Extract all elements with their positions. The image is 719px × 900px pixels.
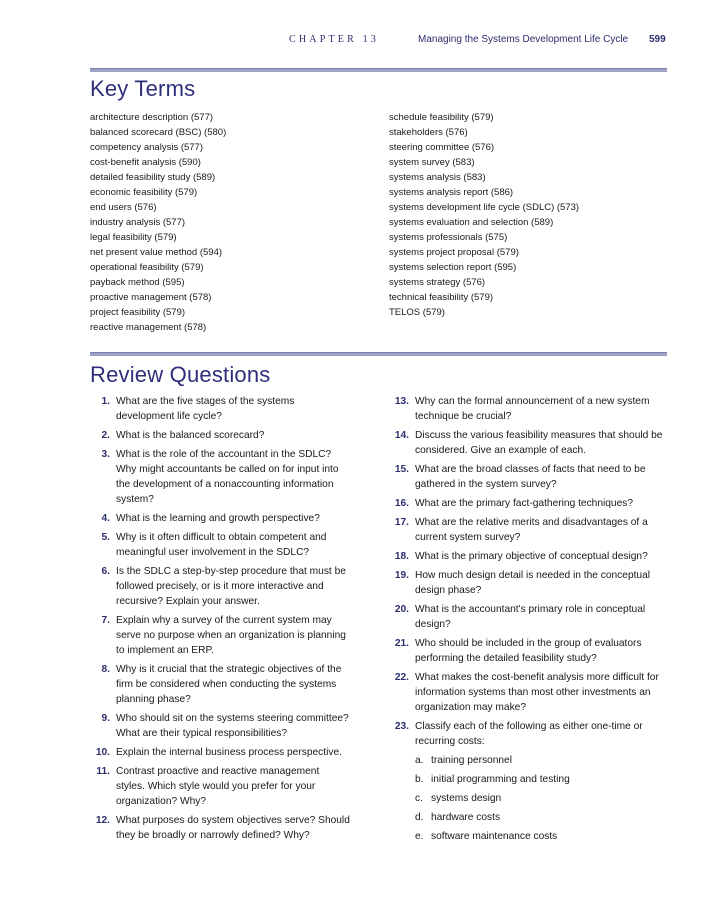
sub-item-text: systems design [431, 793, 502, 804]
key-term: reactive management (578) [90, 322, 207, 333]
sub-item [415, 829, 667, 844]
key-term: project feasibility (579) [90, 307, 186, 318]
question-text: What are the five stages of the systems development life cycle? [116, 396, 295, 422]
key-term: end users (576) [90, 202, 157, 213]
question-number: 3. [101, 449, 110, 460]
question-number: 18. [394, 551, 409, 562]
question-text: How much design detail is needed in the conceptual design phase? [415, 570, 651, 596]
section-rule [90, 68, 667, 72]
question-number: 8. [101, 664, 110, 675]
question-number: 17. [394, 517, 409, 528]
question-number: 16. [394, 498, 409, 509]
key-term: proactive management (578) [90, 292, 212, 303]
question-number: 7. [101, 615, 110, 626]
sub-item-label: c. [415, 793, 423, 804]
question-item [389, 602, 667, 632]
question-number: 1. [101, 396, 110, 407]
question-item [389, 568, 667, 598]
question-text: Classify each of the following as either one-time or recurring costs: [415, 721, 643, 747]
question-item [389, 496, 667, 511]
question-item [389, 462, 667, 492]
question-number: 13. [394, 396, 409, 407]
question-number: 14. [394, 430, 409, 441]
key-term: detailed feasibility study (589) [90, 172, 216, 183]
question-number: 12. [95, 815, 110, 826]
key-term: systems strategy (576) [389, 277, 486, 288]
question-text: What is the balanced scorecard? [116, 430, 265, 441]
key-term: systems evaluation and selection (589) [389, 217, 554, 228]
question-text: What are the relative merits and disadvantages of a current system survey? [415, 517, 648, 543]
question-item [389, 515, 667, 545]
key-term: competency analysis (577) [90, 142, 203, 153]
question-item [90, 813, 350, 843]
question-number: 6. [101, 566, 110, 577]
question-text: Explain why a survey of the current system may serve no purpose when an organization is planning to implement an ERP. [116, 615, 346, 656]
key-term: operational feasibility (579) [90, 262, 204, 273]
question-number: 15. [394, 464, 409, 475]
question-number: 9. [101, 713, 110, 724]
question-item [90, 711, 350, 741]
question-item [90, 613, 350, 658]
question-text: Explain the internal business process perspective. [116, 747, 342, 758]
question-text: Contrast proactive and reactive management styles. Which style would you prefer for your organization? Why? [116, 766, 320, 807]
question-item [389, 670, 667, 715]
question-number: 20. [394, 604, 409, 615]
question-text: What is the accountant's primary role in conceptual design? [415, 604, 646, 630]
key-term: systems project proposal (579) [389, 247, 519, 258]
question-item [90, 662, 350, 707]
question-text: Who should be included in the group of evaluators performing the detailed feasibility study? [415, 638, 642, 664]
question-text: What are the primary fact-gathering techniques? [415, 498, 634, 509]
key-term: technical feasibility (579) [389, 292, 494, 303]
key-term: cost-benefit analysis (590) [90, 157, 201, 168]
question-item [90, 394, 350, 424]
key-term: industry analysis (577) [90, 217, 186, 228]
question-text: Discuss the various feasibility measures that should be considered. Give an example of each. [415, 430, 663, 456]
key-term: balanced scorecard (BSC) (580) [90, 127, 227, 138]
question-item [389, 428, 667, 458]
key-terms-heading: Key Terms [90, 76, 196, 101]
sub-item-text: software maintenance costs [431, 831, 558, 842]
question-item [90, 745, 350, 760]
sub-item-label: d. [415, 812, 424, 823]
question-text: What is the learning and growth perspective? [116, 513, 320, 524]
question-item [389, 719, 667, 844]
key-term: net present value method (594) [90, 247, 223, 258]
question-text: What is the role of the accountant in the SDLC? Why might accountants be called on for input into the development of a nonaccounting information system? [116, 449, 339, 505]
question-number: 5. [101, 532, 110, 543]
review-questions-right-column [389, 394, 667, 848]
question-text: What makes the cost-benefit analysis more difficult for information systems than most other investments an organization may make? [415, 672, 659, 713]
cost-classification-list [415, 753, 667, 844]
sub-item-label: b. [415, 774, 424, 785]
sub-item-text: initial programming and testing [431, 774, 570, 785]
key-terms-right-column [389, 110, 579, 320]
question-text: What purposes do system objectives serve? Should they be broadly or narrowly defined? Why? [116, 815, 350, 841]
key-term: systems development life cycle (SDLC) (573) [389, 202, 580, 213]
question-text: What are the broad classes of facts that need to be gathered in the system survey? [415, 464, 646, 490]
question-text: Who should sit on the systems steering committee? What are their typical responsibilities? [116, 713, 349, 739]
question-item [90, 530, 350, 560]
key-term: systems professionals (575) [389, 232, 508, 243]
question-item [90, 447, 350, 507]
question-item [90, 564, 350, 609]
chapter-title: Managing the Systems Development Life Cycle [418, 34, 629, 45]
question-number: 11. [96, 766, 110, 777]
key-term: systems analysis (583) [389, 172, 486, 183]
question-item [389, 549, 667, 564]
sub-item-text: training personnel [431, 755, 512, 766]
question-item [389, 394, 667, 424]
question-number: 10. [95, 747, 110, 758]
key-term: system survey (583) [389, 157, 475, 168]
key-term: stakeholders (576) [389, 127, 468, 138]
key-terms-left-column [90, 110, 226, 335]
question-number: 4. [101, 513, 110, 524]
sub-item [415, 810, 667, 825]
question-item [90, 764, 350, 809]
question-number: 23. [394, 721, 409, 732]
question-number: 2. [101, 430, 110, 441]
key-term: steering committee (576) [389, 142, 495, 153]
page-number: 599 [649, 34, 666, 45]
question-item [90, 428, 350, 443]
key-term: systems selection report (595) [389, 262, 517, 273]
question-item [389, 636, 667, 666]
question-number: 19. [394, 570, 409, 581]
question-text: Why is it often difficult to obtain competent and meaningful user involvement in the SDLC? [116, 532, 327, 558]
question-number: 21. [394, 638, 409, 649]
question-item [90, 511, 350, 526]
key-term: legal feasibility (579) [90, 232, 177, 243]
question-number: 22. [394, 672, 409, 683]
chapter-label: CHAPTER 13 [289, 34, 380, 45]
question-text: Why is it crucial that the strategic objectives of the firm be considered when conducting the systems planning phase? [116, 664, 342, 705]
key-term: TELOS (579) [389, 307, 445, 318]
sub-item [415, 772, 667, 787]
question-text: Why can the formal announcement of a new system technique be crucial? [415, 396, 650, 422]
review-questions-left-column [90, 394, 350, 847]
review-questions-heading: Review Questions [90, 362, 271, 387]
key-term: architecture description (577) [90, 112, 214, 123]
key-term: economic feasibility (579) [90, 187, 198, 198]
sub-item [415, 753, 667, 768]
key-term: payback method (595) [90, 277, 185, 288]
sub-item-label: e. [415, 831, 424, 842]
question-text: What is the primary objective of conceptual design? [415, 551, 648, 562]
running-header [0, 34, 719, 50]
key-term: schedule feasibility (579) [389, 112, 494, 123]
sub-item-text: hardware costs [431, 812, 501, 823]
sub-item-label: a. [415, 755, 424, 766]
section-rule [90, 352, 667, 356]
question-text: Is the SDLC a step-by-step procedure that must be followed precisely, or is it more interactive and recursive? Explain your answer. [116, 566, 346, 607]
key-term: systems analysis report (586) [389, 187, 514, 198]
sub-item [415, 791, 667, 806]
